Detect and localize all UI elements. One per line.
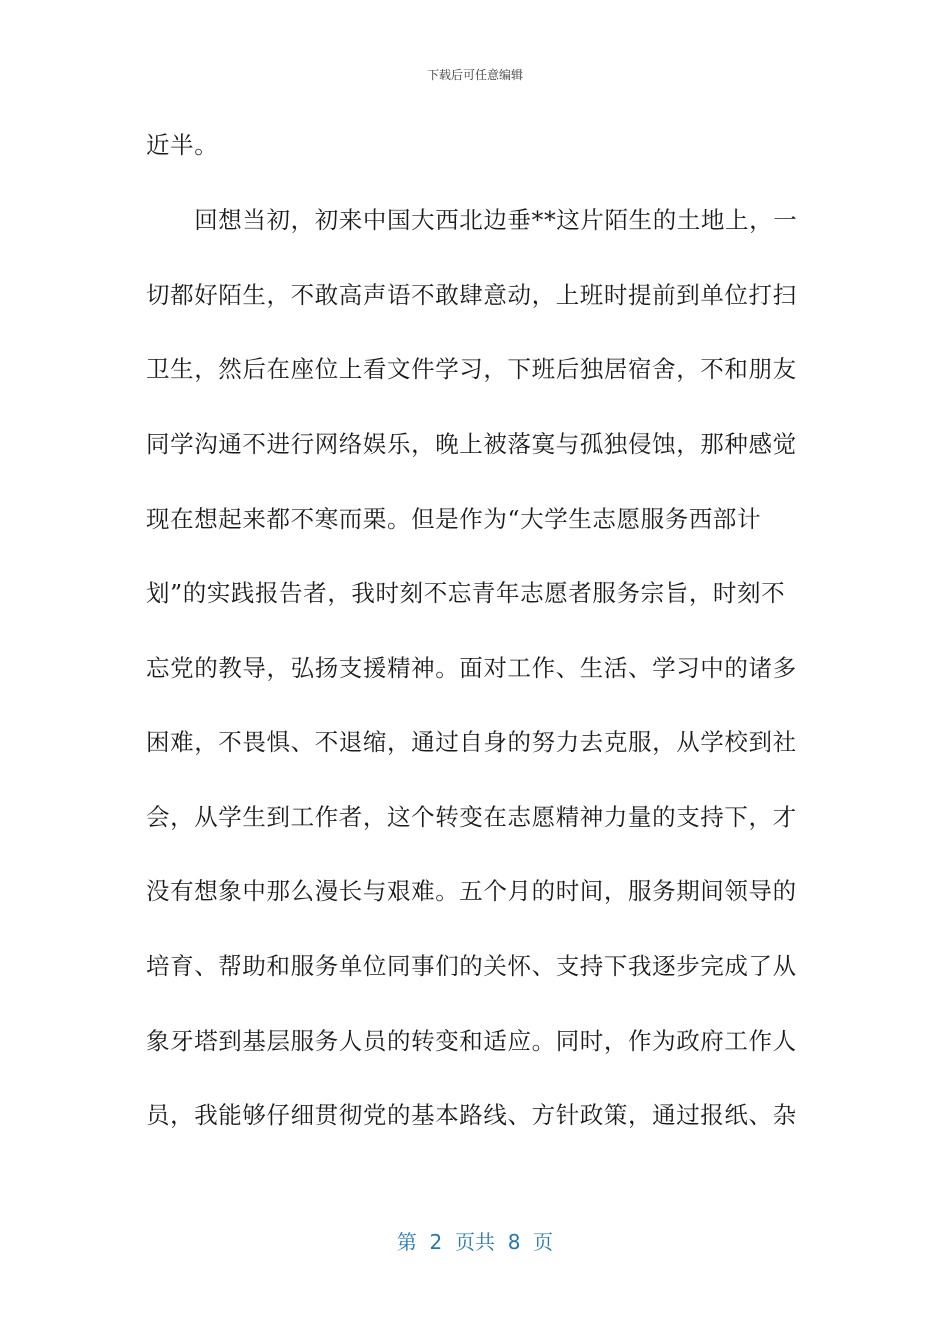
text-line: 忘党的教导，弘扬支援精神。面对工作、生活、学习中的诸多 <box>146 654 797 682</box>
page-number-footer: 第 2 页共 8 页 <box>396 1230 554 1254</box>
text-line: 困难，不畏惧、不退缩，通过自身的努力去克服，从学校到社 <box>146 728 797 756</box>
text-line: 切都好陌生，不敢高声语不敢肆意动，上班时提前到单位打扫 <box>146 281 797 309</box>
text-line: 没有想象中那么漫长与艰难。五个月的时间，服务期间领导的 <box>146 877 797 905</box>
page-header-note: 下载后可任意编辑 <box>426 68 523 82</box>
text-line: 象牙塔到基层服务人员的转变和适应。同时，作为政府工作人 <box>146 1027 797 1055</box>
text-line: 同学沟通不进行网络娱乐，晚上被落寞与孤独侵蚀，那种感觉 <box>146 430 797 458</box>
text-line: 划”的实践报告者，我时刻不忘青年志愿者服务宗旨，时刻不 <box>146 579 786 607</box>
text-line: 会，从学生到工作者，这个转变在志愿精神力量的支持下，才 <box>146 803 797 831</box>
text-line: 卫生，然后在座位上看文件学习，下班后独居宿舍，不和朋友 <box>146 355 797 383</box>
text-line: 培育、帮助和服务单位同事们的关怀、支持下我逐步完成了从 <box>146 952 797 980</box>
text-line: 近半。 <box>146 131 219 159</box>
text-line: 员，我能够仔细贯彻党的基本路线、方针政策，通过报纸、杂 <box>146 1101 797 1129</box>
text-line: 回想当初，初来中国大西北边垂**这片陌生的土地上，一 <box>146 206 798 234</box>
text-line: 现在想起来都不寒而栗。但是作为“大学生志愿服务西部计 <box>146 505 762 533</box>
